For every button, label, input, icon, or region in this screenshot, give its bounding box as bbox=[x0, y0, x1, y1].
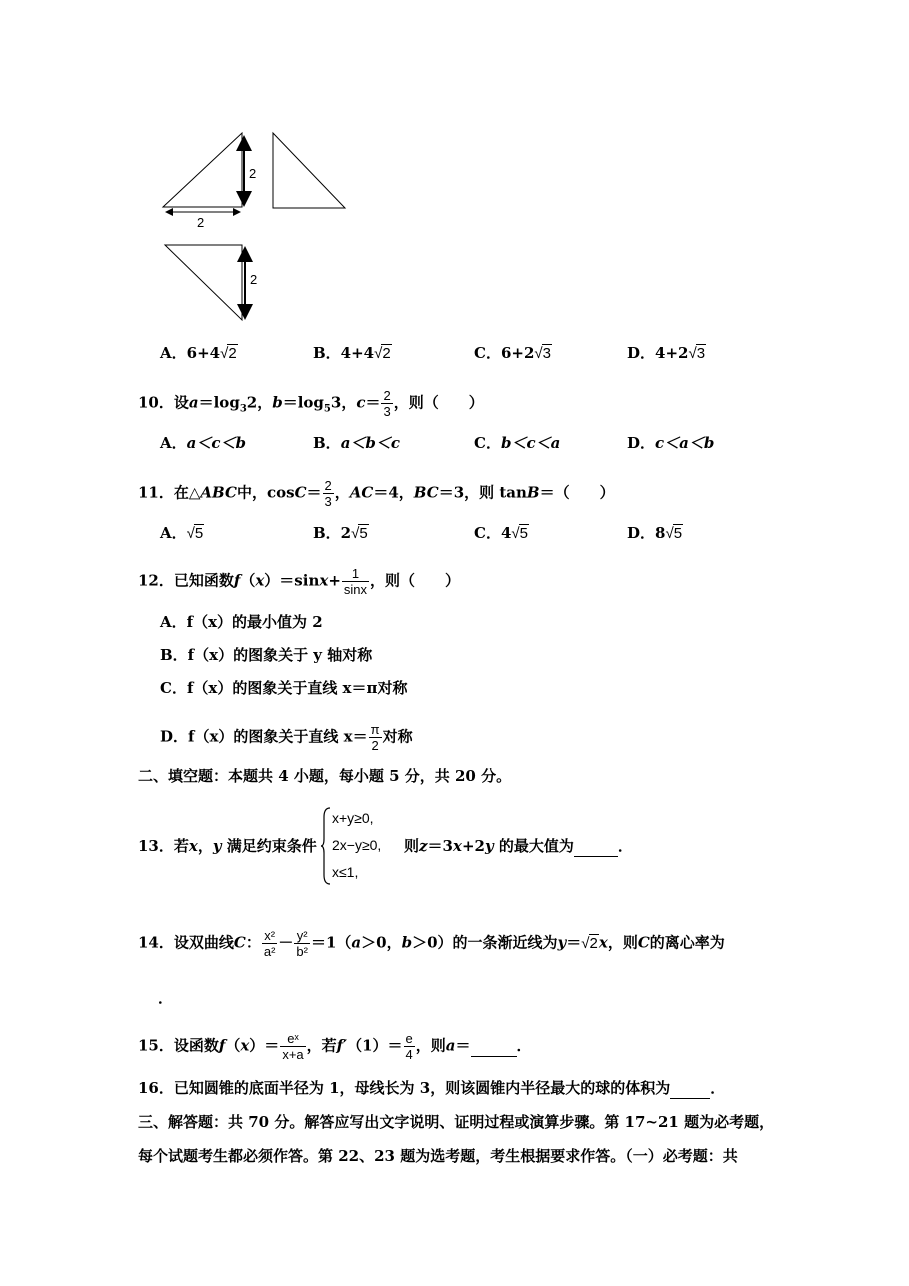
dim-label-right-top: 2 bbox=[249, 166, 257, 181]
q10-option-d[interactable]: D．c＜a＜b bbox=[627, 434, 715, 452]
q10-stem: 10．设$a=\log_32$，$b=\log_53$，c＝ $\frac{2}{3}$ ，则（ ） bbox=[138, 388, 484, 419]
q12-option-b[interactable]: B．f（x）的图象关于 y 轴对称 bbox=[160, 646, 373, 664]
q14-stem: 14．设双曲线C： $\frac{\text{x²}}{\text{a²}}$ － $\frac{\text{y²}}{\text{b²}}$ ＝1（a＞0，b＞0）的一条渐近线为y＝√2x，则C的离心率为 bbox=[138, 928, 725, 959]
q11-option-b[interactable]: B．2√5 bbox=[313, 524, 368, 542]
brace-icon bbox=[320, 807, 332, 885]
q11-option-c[interactable]: C．4√5 bbox=[474, 524, 528, 542]
top-view-triangle bbox=[165, 245, 242, 320]
fraction: $\frac{2}{3}$ bbox=[324, 478, 332, 509]
sqrt-symbol: √5 bbox=[186, 525, 204, 542]
q11-stem: 11．在△ABC中，cosC＝ $\frac{2}{3}$ ，AC＝4，BC＝3，则 tanB＝（ ） bbox=[138, 478, 615, 509]
sqrt-symbol: √5 bbox=[665, 525, 683, 542]
fraction: $\frac{\text{eˣ}}{x+a}$ bbox=[282, 1031, 304, 1062]
side-view-triangle bbox=[273, 133, 345, 208]
section-3-heading-line2: 每个试题考生都必须作答。第 22、23 题为选考题，考生根据要求作答。（一）必考题：共 bbox=[138, 1147, 738, 1165]
section-2-heading: 二、填空题：本题共 4 小题，每小题 5 分，共 20 分。 bbox=[138, 767, 512, 785]
fraction: $\frac{e}{4}$ bbox=[405, 1031, 413, 1062]
constraint-1: x+y≥0, bbox=[332, 810, 374, 826]
q11-option-a[interactable]: A．√5 bbox=[160, 524, 204, 542]
q12-option-d[interactable]: D．f（x）的图象关于直线 x＝ $\frac{\pi}{2}$ 对称 bbox=[160, 722, 413, 753]
section-3-heading-line1: 三、解答题：共 70 分。解答应写出文字说明、证明过程或演算步骤。第 17~21 题为必考题， bbox=[138, 1113, 775, 1131]
q9-option-a[interactable]: A．6+4√2 bbox=[160, 344, 237, 362]
fraction: $\frac{\text{y²}}{\text{b²}}$ bbox=[296, 928, 308, 959]
constraint-3: x≤1, bbox=[332, 864, 359, 880]
q10-option-c[interactable]: C．b＜c＜a bbox=[474, 434, 561, 452]
sqrt-symbol: √2 bbox=[581, 934, 598, 952]
dim-label-bottom: 2 bbox=[197, 215, 205, 230]
q9-option-d[interactable]: D．4+2√3 bbox=[627, 344, 706, 362]
q12-option-a[interactable]: A．f（x）的最小值为 2 bbox=[160, 613, 323, 631]
fraction: $\frac{2}{3}$ bbox=[383, 388, 391, 419]
fraction: $\frac{\text{x²}}{\text{a²}}$ bbox=[263, 928, 276, 959]
answer-blank[interactable] bbox=[670, 1078, 710, 1099]
sqrt-symbol: √5 bbox=[511, 525, 528, 542]
q13-stem-left: 13．若x，y 满足约束条件 bbox=[138, 837, 317, 855]
q9-option-c[interactable]: C．6+2√3 bbox=[474, 344, 551, 362]
fraction: $\frac{\pi}{2}$ bbox=[370, 722, 380, 753]
dim-label-right-bottom: 2 bbox=[250, 272, 258, 287]
sqrt-symbol: √3 bbox=[688, 345, 706, 362]
sqrt-symbol: √2 bbox=[374, 345, 391, 362]
q15-stem: 15．设函数f（x）＝ $\frac{\text{eˣ}}{x+a}$ ，若f′（1）＝ $\frac{e}{4}$ ，则a＝ ． bbox=[138, 1031, 532, 1062]
sqrt-symbol: √3 bbox=[534, 345, 551, 362]
q9-option-b[interactable]: B．4+4√2 bbox=[313, 344, 391, 362]
answer-blank[interactable] bbox=[574, 836, 618, 857]
q10-option-a[interactable]: A．a＜c＜b bbox=[160, 434, 246, 452]
q10-option-b[interactable]: B．a＜b＜c bbox=[313, 434, 401, 452]
sqrt-symbol: √5 bbox=[351, 525, 368, 542]
q13-stem-right: 则z＝3x+2y 的最大值为 ． bbox=[404, 837, 633, 855]
q12-option-c[interactable]: C．f（x）的图象关于直线 x＝π对称 bbox=[160, 679, 408, 697]
q11-option-d[interactable]: D．8√5 bbox=[627, 524, 683, 542]
three-view-figure bbox=[0, 0, 909, 330]
q16-stem: 16．已知圆锥的底面半径为 1，母线长为 3，则该圆锥内半径最大的球的体积为 ． bbox=[138, 1079, 726, 1097]
fraction: $\frac{1}{\sin x}$ bbox=[343, 566, 368, 597]
constraint-2: 2x−y≥0, bbox=[332, 837, 382, 853]
front-view-triangle bbox=[163, 133, 242, 207]
q12-stem: 12．已知函数f（x）＝sinx+ $\frac{1}{\sin x}$ ，则（ ） bbox=[138, 566, 461, 597]
q14-end: ． bbox=[158, 989, 174, 1007]
sqrt-symbol: √2 bbox=[220, 345, 237, 362]
answer-blank[interactable] bbox=[471, 1036, 517, 1057]
